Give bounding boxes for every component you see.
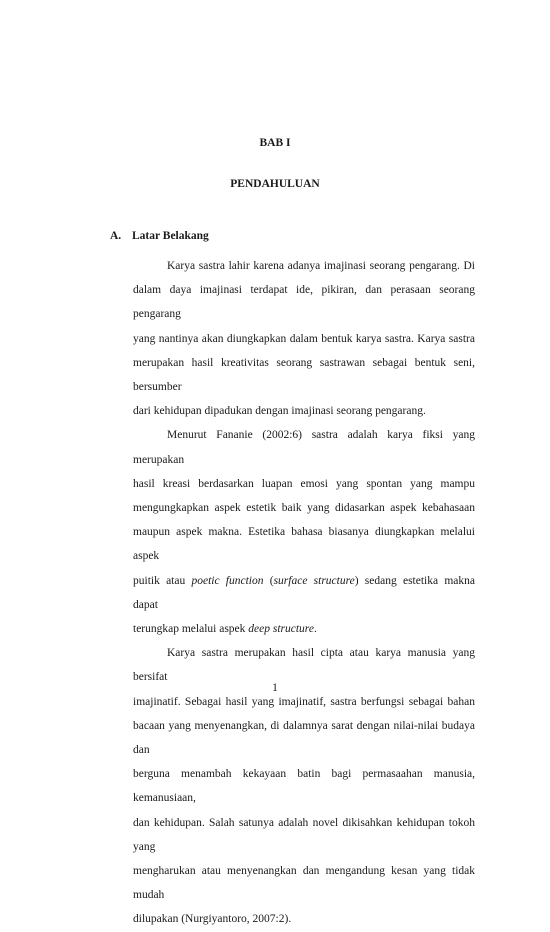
paragraph-1 xyxy=(133,254,475,423)
line-text: . xyxy=(313,623,317,636)
paragraph-line: Karya sastra merupakan hasil cipta atau karya manusia yang bersifat xyxy=(133,647,475,684)
paragraph-line: Karya sastra lahir karena adanya imajinasi seorang pengarang. Di xyxy=(167,260,475,272)
paragraph-line: dilupakan (Nurgiyantoro, 2007:2). xyxy=(133,913,292,926)
italic-term: deep structure xyxy=(248,623,314,636)
paragraph-line: Menurut Fananie (2002:6) sastra adalah karya fiksi yang merupakan xyxy=(133,429,475,466)
line-text: terungkap melalui aspek xyxy=(133,623,249,636)
paragraph-line: hasil kreasi berdasarkan luapan emosi yang spontan yang mampu xyxy=(133,477,475,490)
paragraph-line xyxy=(133,569,475,617)
chapter-title: PENDAHULUAN xyxy=(230,178,320,190)
italic-term: poetic function xyxy=(191,574,264,587)
paragraph-line: berguna menambah kekayaan batin bagi permasaahan manusia, kemanusiaan, xyxy=(133,768,475,805)
section-title: Latar Belakang xyxy=(132,230,209,242)
paragraph-line: bacaan yang menyenangkan, di dalamnya sarat dengan nilai-nilai budaya dan xyxy=(133,719,475,757)
paragraph-line: mengharukan atau menyenangkan dan mengandung kesan yang tidak mudah xyxy=(133,865,475,902)
paragraph-line: imajinatif. Sebagai hasil yang imajinatif, sastra berfungsi sebagai bahan xyxy=(133,695,475,708)
paragraph-line: dalam daya imajinasi terdapat ide, pikiran, dan perasaan seorang pengarang xyxy=(133,284,475,321)
paragraph-line: merupakan hasil kreativitas seorang sastrawan sebagai bentuk seni, bersumber xyxy=(133,356,475,394)
page-number: 1 xyxy=(272,682,278,694)
line-text: ( xyxy=(263,574,274,587)
paragraph-2 xyxy=(133,423,475,641)
paragraph-line: dari kehidupan dipadukan dengan imajinasi seorang pengarang. xyxy=(133,405,426,418)
line-text: puitik atau xyxy=(133,574,192,587)
body-text xyxy=(133,254,475,932)
italic-term: surface structure xyxy=(273,574,355,587)
section-letter: A. xyxy=(110,230,122,242)
paragraph-line xyxy=(133,617,475,641)
paragraph-line: yang nantinya akan diungkapkan dalam bentuk karya sastra. Karya sastra xyxy=(133,332,475,345)
line-text: ) sedang estetika makna dapat xyxy=(133,574,475,611)
paragraph-line: maupun aspek makna. Estetika bahasa biasanya diungkapkan melalui aspek xyxy=(133,526,475,563)
section-heading xyxy=(110,230,209,242)
paragraph-line: dan kehidupan. Salah satunya adalah novel dikisahkan kehidupan tokoh yang xyxy=(133,816,475,853)
paragraph-line: mengungkapkan aspek estetik baik yang didasarkan aspek kebahasaan xyxy=(133,502,475,515)
chapter-number: BAB I xyxy=(259,137,291,149)
